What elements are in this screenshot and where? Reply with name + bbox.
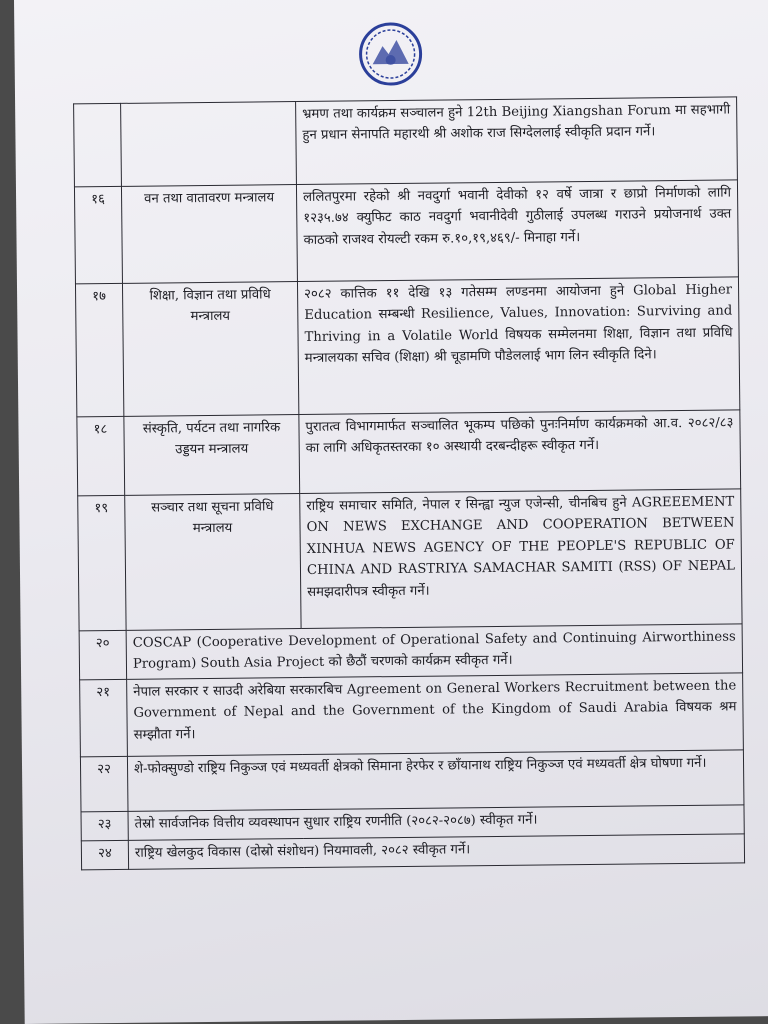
- table-row: [77, 410, 741, 496]
- ministry-cell: संस्कृति, पर्यटन तथा नागरिक उड्डयन मन्त्रालय: [124, 415, 300, 496]
- decision-cell: शे-फोक्सुण्डो राष्ट्रिय निकुञ्ज एवं मध्यवर्ती क्षेत्रको सिमाना हेरफेर र छाँयानाथ राष्ट्रिय निकुञ्ज एवं मध्यवर्ती क्षेत्र घोषणा गर्ने।: [127, 750, 744, 811]
- decision-cell: ललितपुरमा रहेको श्री नवदुर्गा भवानी देवीको १२ वर्षे जात्रा र छाप्रो निर्माणको लागि १२३५.७४ क्युफिट काठ नवदुर्गा भवानीदेवी गुठीलाई उपलब्ध गराउने प्रयोजनार्थ उक्त काठको राजश्व रोयल्टी रकम रु.१०,१९,४६९/- मिनाहा गर्ने।: [296, 180, 738, 282]
- decision-cell: COSCAP (Cooperative Development of Operational Safety and Continuing Airworthiness Program) South Asia Project को छैठौं चरणको कार्यक्रम स्वीकृत गर्ने।: [126, 624, 742, 679]
- row-number: १८: [77, 416, 125, 495]
- row-number: १६: [74, 186, 122, 283]
- decision-cell: भ्रमण तथा कार्यक्रम सञ्चालन हुने 12th Beijing Xiangshan Forum मा सहभागी हुन प्रधान सेनापति महारथी श्री अशोक राज सिग्देललाई स्वीकृति प्रदान गर्ने।: [296, 97, 738, 185]
- table-row: [74, 180, 738, 284]
- ministry-cell: वन तथा वातावरण मन्त्रालय: [121, 185, 297, 284]
- document-page: [14, 0, 768, 1024]
- row-number: १७: [75, 283, 123, 416]
- table-row: [79, 624, 742, 680]
- ministry-cell: शिक्षा, विज्ञान तथा प्रविधि मन्त्रालय: [122, 282, 298, 417]
- table-row: [80, 750, 744, 812]
- table-row: [81, 834, 744, 870]
- ministry-cell: सञ्चार तथा सूचना प्रविधि मन्त्रालय: [125, 494, 301, 631]
- table-row: [78, 489, 742, 631]
- decision-cell: तेस्रो सार्वजनिक वित्तीय व्यवस्थापन सुधार राष्ट्रिय रणनीति (२०८२-२०८७) स्वीकृत गर्ने।: [128, 805, 744, 840]
- row-number: २०: [79, 630, 127, 679]
- row-number: १९: [78, 495, 126, 630]
- ministry-cell: [121, 102, 297, 187]
- table-row: [80, 673, 744, 757]
- row-number: २३: [81, 811, 128, 840]
- decision-table: [73, 96, 745, 870]
- decision-cell: नेपाल सरकार र साउदी अरेबिया सरकारबिच Agreement on General Workers Recruitment between the Government of Nepal and the Government of the Kingdom of Saudi Arabia विषयक श्रम सम्झौता गर्ने।: [127, 673, 744, 756]
- row-number: २४: [81, 840, 128, 869]
- table-row: [75, 277, 739, 417]
- table-row: [74, 97, 738, 187]
- decision-cell: राष्ट्रिय खेलकुद विकास (दोस्रो संशोधन) नियमावली, २०८२ स्वीकृत गर्ने।: [128, 834, 744, 869]
- decision-cell: २०८२ कात्तिक ११ देखि १३ गतेसम्म लण्डनमा आयोजना हुने Global Higher Education सम्बन्धी Resilience, Values, Innovation: Surviving and Thriving in a Volatile World विषयक सम्मेलनमा शिक्षा, विज्ञान तथा प्रविधि मन्त्रालयका सचिव (शिक्षा) श्री चूडामणि पौडेललाई भाग लिन स्वीकृति दिने।: [297, 277, 739, 415]
- row-number: २२: [80, 756, 128, 811]
- row-number: २१: [80, 679, 128, 756]
- row-number: [74, 103, 122, 186]
- decision-cell: राष्ट्रिय समाचार समिति, नेपाल र सिन्ह्वा न्युज एजेन्सी, चीनबिच हुने AGREEEMENT ON NEWS EXCHANGE AND COOPERATION BETWEEN XINHUA NEWS AGENCY OF THE PEOPLE'S REPUBLIC OF CHINA AND RASTRIYA SAMACHAR SAMITI (RSS) OF NEPAL समझदारीपत्र स्वीकृत गर्ने।: [300, 489, 742, 629]
- decision-cell: पुरातत्व विभागमार्फत सञ्चालित भूकम्प पछिको पुनःनिर्माण कार्यक्रमको आ.व. २०८२/८३ का लागि अधिकृतस्तरका १० अस्थायी दरबन्दीहरू स्वीकृत गर्ने।: [299, 410, 741, 494]
